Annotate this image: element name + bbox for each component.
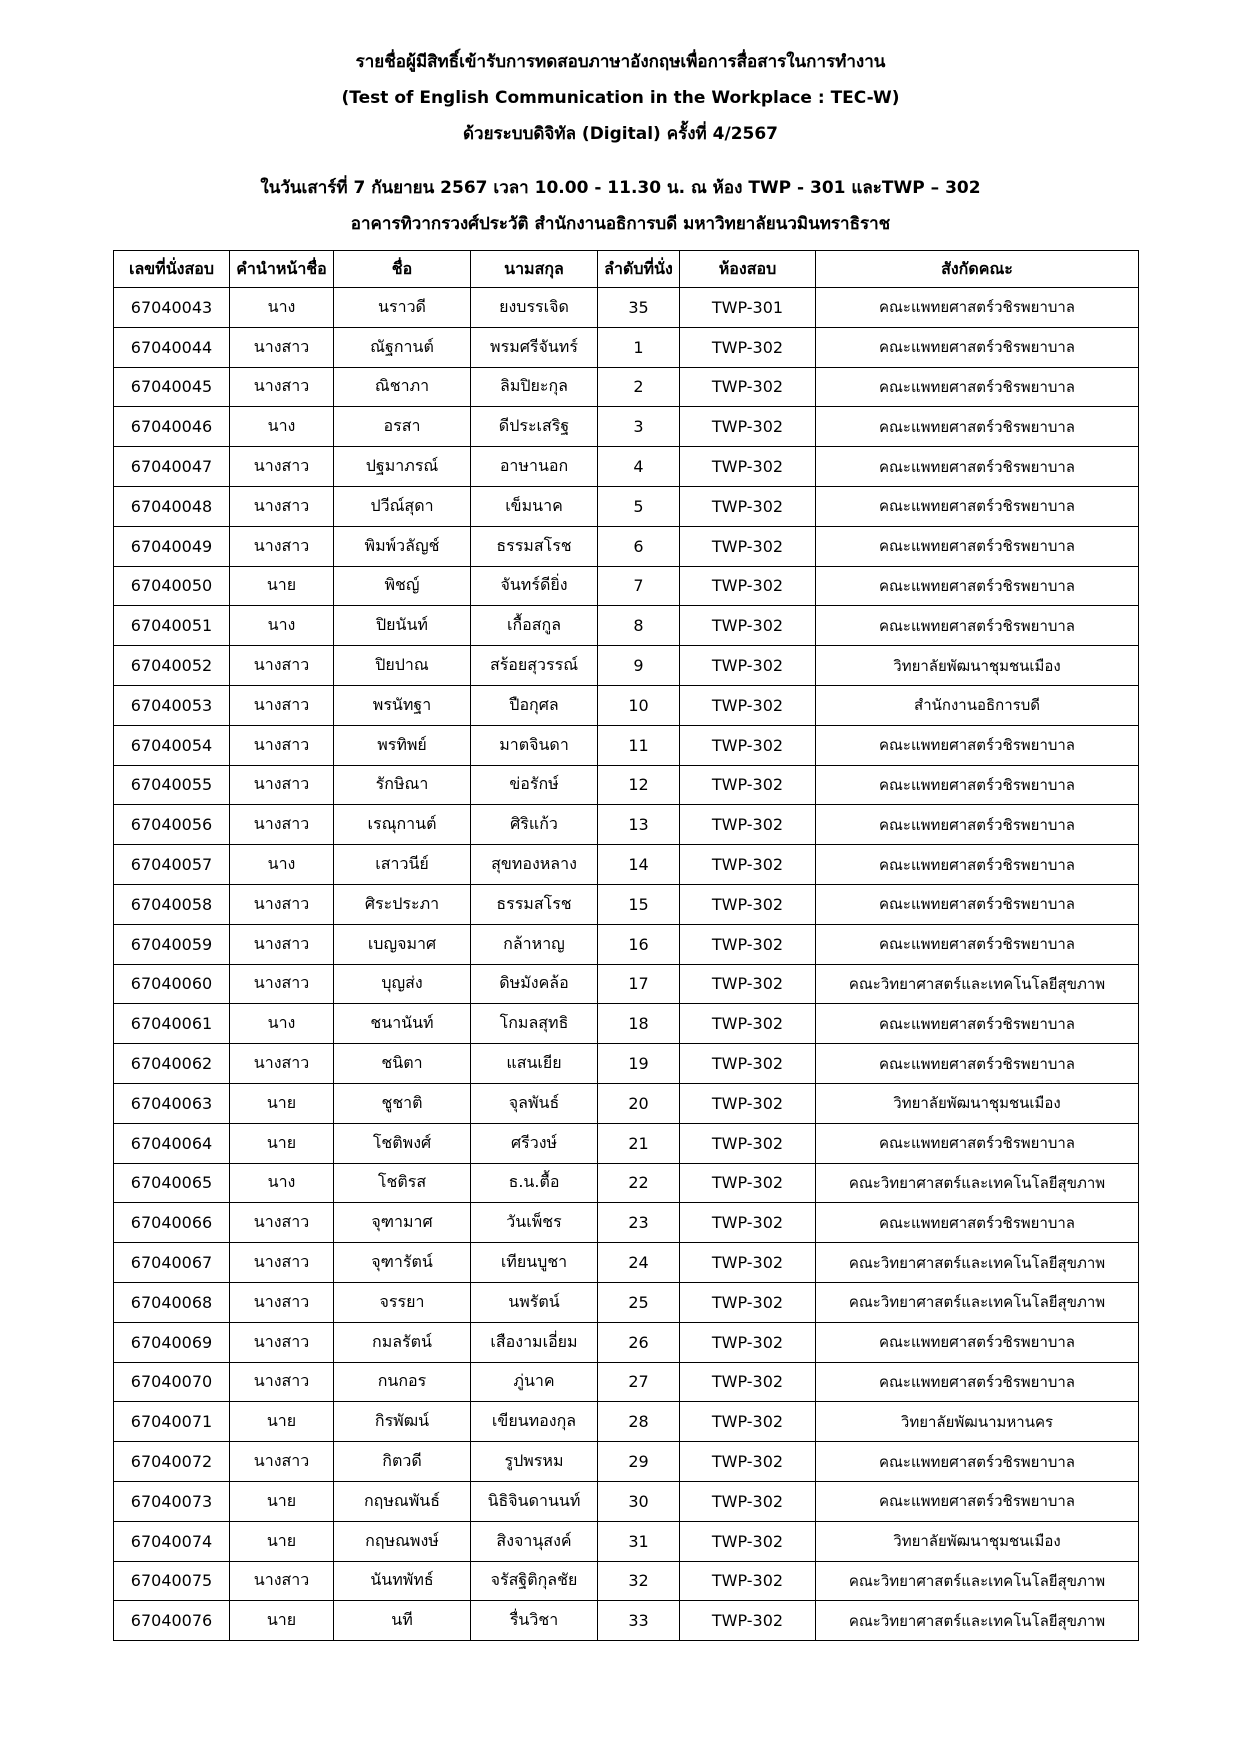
cell-last-name: นพรัตน์ [471,1282,598,1322]
table-row [114,1044,1139,1084]
cell-faculty: คณะวิทยาศาสตร์และเทคโนโลยีสุขภาพ [816,1561,1139,1601]
cell-first-name: บุญส่ง [334,964,471,1004]
cell-last-name: ดิษมังคล้อ [471,964,598,1004]
cell-faculty: วิทยาลัยพัฒนาชุมชนเมือง [816,646,1139,686]
table-row [114,447,1139,487]
cell-last-name: เข็มนาค [471,486,598,526]
document-round: ด้วยระบบดิจิทัล (Digital) ครั้งที่ 4/2567 [462,124,779,144]
cell-first-name: ชูชาติ [334,1083,471,1123]
cell-last-name: ข่อรักษ์ [471,765,598,805]
cell-exam-room: TWP-302 [680,1362,816,1402]
cell-faculty: คณะแพทยศาสตร์วชิรพยาบาล [816,805,1139,845]
cell-exam-room: TWP-302 [680,884,816,924]
exam-building: อาคารทิวากรวงศ์ประวัติ สำนักงานอธิการบดี มหาวิทยาลัยนวมินทราธิราช [350,214,891,234]
cell-first-name: จุฑามาศ [334,1203,471,1243]
cell-title: นางสาว [230,725,334,765]
cell-faculty: คณะแพทยศาสตร์วชิรพยาบาล [816,1004,1139,1044]
table-row [114,1402,1139,1442]
table-row [114,884,1139,924]
column-header-exam-room: ห้องสอบ [680,251,816,288]
cell-faculty: คณะแพทยศาสตร์วชิรพยาบาล [816,1442,1139,1482]
cell-title: นางสาว [230,327,334,367]
cell-title: นางสาว [230,964,334,1004]
cell-exam-room: TWP-301 [680,288,816,328]
cell-title: นางสาว [230,526,334,566]
cell-seat-order: 29 [598,1442,680,1482]
table-header-row [114,251,1139,288]
cell-seat-order: 10 [598,685,680,725]
column-header-title: คำนำหน้าชื่อ [230,251,334,288]
cell-exam-room: TWP-302 [680,1601,816,1641]
table-row [114,288,1139,328]
table-row [114,685,1139,725]
cell-last-name: กล้าหาญ [471,924,598,964]
column-header-faculty: สังกัดคณะ [816,251,1139,288]
cell-title: นางสาว [230,447,334,487]
cell-seat-order: 5 [598,486,680,526]
cell-seat-number: 67040068 [114,1282,230,1322]
cell-first-name: ชนิตา [334,1044,471,1084]
cell-seat-order: 12 [598,765,680,805]
table-row [114,1521,1139,1561]
cell-title: นางสาว [230,1044,334,1084]
cell-faculty: คณะแพทยศาสตร์วชิรพยาบาล [816,725,1139,765]
cell-first-name: กมลรัตน์ [334,1322,471,1362]
cell-faculty: คณะแพทยศาสตร์วชิรพยาบาล [816,924,1139,964]
cell-seat-number: 67040062 [114,1044,230,1084]
cell-title: นางสาว [230,1561,334,1601]
cell-title: นาง [230,1163,334,1203]
cell-first-name: นราวดี [334,288,471,328]
table-row [114,725,1139,765]
cell-exam-room: TWP-302 [680,1243,816,1283]
cell-faculty: คณะแพทยศาสตร์วชิรพยาบาล [816,1044,1139,1084]
cell-last-name: ธ.น.ตื้อ [471,1163,598,1203]
cell-first-name: นันทพัทธ์ [334,1561,471,1601]
cell-exam-room: TWP-302 [680,407,816,447]
cell-seat-order: 21 [598,1123,680,1163]
cell-seat-number: 67040069 [114,1322,230,1362]
cell-exam-room: TWP-302 [680,566,816,606]
cell-exam-room: TWP-302 [680,646,816,686]
cell-faculty: คณะแพทยศาสตร์วชิรพยาบาล [816,447,1139,487]
cell-exam-room: TWP-302 [680,1561,816,1601]
cell-faculty: คณะแพทยศาสตร์วชิรพยาบาล [816,486,1139,526]
cell-faculty: คณะวิทยาศาสตร์และเทคโนโลยีสุขภาพ [816,1163,1139,1203]
cell-seat-order: 35 [598,288,680,328]
cell-seat-order: 1 [598,327,680,367]
cell-faculty: คณะแพทยศาสตร์วชิรพยาบาล [816,1123,1139,1163]
cell-first-name: ณิชาภา [334,367,471,407]
cell-seat-number: 67040049 [114,526,230,566]
cell-seat-order: 30 [598,1481,680,1521]
table-row [114,1004,1139,1044]
cell-first-name: นที [334,1601,471,1641]
cell-last-name: ดีประเสริฐ [471,407,598,447]
cell-seat-number: 67040073 [114,1481,230,1521]
cell-title: นางสาว [230,1203,334,1243]
cell-seat-order: 4 [598,447,680,487]
cell-faculty: คณะแพทยศาสตร์วชิรพยาบาล [816,1322,1139,1362]
cell-seat-number: 67040065 [114,1163,230,1203]
examinee-table [113,250,1139,1641]
cell-first-name: กฤษณพงษ์ [334,1521,471,1561]
cell-seat-number: 67040058 [114,884,230,924]
cell-last-name: จรัสฐิติกุลชัย [471,1561,598,1601]
table-row [114,606,1139,646]
cell-title: นางสาว [230,1362,334,1402]
cell-exam-room: TWP-302 [680,486,816,526]
table-row [114,1601,1139,1641]
cell-exam-room: TWP-302 [680,964,816,1004]
cell-first-name: ปิยปาณ [334,646,471,686]
cell-exam-room: TWP-302 [680,1083,816,1123]
cell-last-name: เขียนทองกุล [471,1402,598,1442]
cell-first-name: รักษิณา [334,765,471,805]
cell-seat-order: 27 [598,1362,680,1402]
cell-last-name: สุขทองหลาง [471,845,598,885]
cell-first-name: กิรพัฒน์ [334,1402,471,1442]
cell-exam-room: TWP-302 [680,1442,816,1482]
cell-faculty: คณะวิทยาศาสตร์และเทคโนโลยีสุขภาพ [816,1601,1139,1641]
table-row [114,486,1139,526]
cell-last-name: วันเพ็ชร [471,1203,598,1243]
cell-seat-order: 19 [598,1044,680,1084]
cell-faculty: คณะแพทยศาสตร์วชิรพยาบาล [816,765,1139,805]
cell-first-name: เสาวนีย์ [334,845,471,885]
cell-exam-room: TWP-302 [680,1123,816,1163]
cell-title: นางสาว [230,646,334,686]
cell-seat-number: 67040057 [114,845,230,885]
cell-last-name: สร้อยสุวรรณ์ [471,646,598,686]
table-row [114,1481,1139,1521]
table-row [114,1203,1139,1243]
cell-last-name: รูปพรหม [471,1442,598,1482]
cell-seat-number: 67040055 [114,765,230,805]
document-subtitle: (Test of English Communication in the Workplace : TEC-W) [341,88,900,108]
cell-last-name: มาตจินดา [471,725,598,765]
cell-seat-number: 67040066 [114,1203,230,1243]
cell-first-name: ปิยนันท์ [334,606,471,646]
cell-exam-room: TWP-302 [680,805,816,845]
cell-faculty: คณะแพทยศาสตร์วชิรพยาบาล [816,288,1139,328]
cell-last-name: ศรีวงษ์ [471,1123,598,1163]
cell-seat-number: 67040052 [114,646,230,686]
cell-faculty: คณะวิทยาศาสตร์และเทคโนโลยีสุขภาพ [816,1282,1139,1322]
cell-seat-number: 67040060 [114,964,230,1004]
cell-first-name: เบญจมาศ [334,924,471,964]
table-row [114,964,1139,1004]
cell-seat-order: 22 [598,1163,680,1203]
cell-seat-number: 67040053 [114,685,230,725]
cell-last-name: อาษานอก [471,447,598,487]
cell-seat-number: 67040054 [114,725,230,765]
cell-first-name: จรรยา [334,1282,471,1322]
cell-seat-order: 17 [598,964,680,1004]
cell-first-name: พรทิพย์ [334,725,471,765]
cell-first-name: อรสา [334,407,471,447]
cell-first-name: ปวีณ์สุดา [334,486,471,526]
cell-exam-room: TWP-302 [680,1402,816,1442]
cell-seat-order: 31 [598,1521,680,1561]
cell-exam-room: TWP-302 [680,1521,816,1561]
cell-seat-number: 67040051 [114,606,230,646]
cell-last-name: รื่นวิชา [471,1601,598,1641]
column-header-first-name: ชื่อ [334,251,471,288]
table-row [114,765,1139,805]
table-row [114,646,1139,686]
column-header-seat-order: ลำดับที่นั่ง [598,251,680,288]
cell-faculty: คณะแพทยศาสตร์วชิรพยาบาล [816,526,1139,566]
cell-faculty: วิทยาลัยพัฒนามหานคร [816,1402,1139,1442]
cell-faculty: วิทยาลัยพัฒนาชุมชนเมือง [816,1521,1139,1561]
cell-title: นางสาว [230,1442,334,1482]
cell-exam-room: TWP-302 [680,725,816,765]
cell-faculty: คณะแพทยศาสตร์วชิรพยาบาล [816,606,1139,646]
cell-first-name: กิตวดี [334,1442,471,1482]
cell-title: นาง [230,845,334,885]
cell-first-name: โชติรส [334,1163,471,1203]
cell-seat-number: 67040044 [114,327,230,367]
cell-seat-number: 67040063 [114,1083,230,1123]
cell-exam-room: TWP-302 [680,606,816,646]
cell-last-name: พรมศรีจันทร์ [471,327,598,367]
cell-title: นางสาว [230,486,334,526]
cell-title: นาง [230,407,334,447]
cell-seat-number: 67040061 [114,1004,230,1044]
cell-title: นางสาว [230,805,334,845]
table-row [114,1123,1139,1163]
cell-last-name: ปือกุศล [471,685,598,725]
cell-faculty: คณะแพทยศาสตร์วชิรพยาบาล [816,407,1139,447]
cell-seat-number: 67040067 [114,1243,230,1283]
cell-last-name: โกมลสุทธิ [471,1004,598,1044]
cell-first-name: ปฐมาภรณ์ [334,447,471,487]
cell-title: นาย [230,1521,334,1561]
cell-seat-order: 9 [598,646,680,686]
table-row [114,845,1139,885]
cell-last-name: ธรรมสโรช [471,884,598,924]
cell-seat-order: 3 [598,407,680,447]
cell-title: นาย [230,1601,334,1641]
cell-seat-number: 67040074 [114,1521,230,1561]
cell-exam-room: TWP-302 [680,1481,816,1521]
table-row [114,1163,1139,1203]
cell-seat-number: 67040043 [114,288,230,328]
cell-seat-order: 24 [598,1243,680,1283]
cell-last-name: ธรรมสโรช [471,526,598,566]
table-row [114,924,1139,964]
cell-first-name: พิชญ์ [334,566,471,606]
cell-first-name: จุฑารัตน์ [334,1243,471,1283]
table-row [114,526,1139,566]
cell-faculty: คณะแพทยศาสตร์วชิรพยาบาล [816,327,1139,367]
cell-first-name: พรนัทฐา [334,685,471,725]
cell-first-name: กนกอร [334,1362,471,1402]
cell-seat-number: 67040045 [114,367,230,407]
cell-title: นาง [230,606,334,646]
cell-seat-number: 67040064 [114,1123,230,1163]
cell-exam-room: TWP-302 [680,367,816,407]
cell-seat-order: 14 [598,845,680,885]
cell-faculty: คณะวิทยาศาสตร์และเทคโนโลยีสุขภาพ [816,964,1139,1004]
cell-exam-room: TWP-302 [680,685,816,725]
cell-last-name: ยงบรรเจิด [471,288,598,328]
cell-seat-number: 67040071 [114,1402,230,1442]
cell-seat-order: 33 [598,1601,680,1641]
cell-first-name: โชติพงศ์ [334,1123,471,1163]
table-row [114,367,1139,407]
cell-title: นางสาว [230,924,334,964]
cell-seat-order: 13 [598,805,680,845]
cell-exam-room: TWP-302 [680,1163,816,1203]
cell-seat-number: 67040047 [114,447,230,487]
cell-title: นาย [230,1481,334,1521]
cell-exam-room: TWP-302 [680,845,816,885]
cell-exam-room: TWP-302 [680,526,816,566]
cell-seat-order: 15 [598,884,680,924]
cell-last-name: ภู่นาค [471,1362,598,1402]
cell-title: นางสาว [230,884,334,924]
cell-faculty: สำนักงานอธิการบดี [816,685,1139,725]
cell-title: นางสาว [230,1322,334,1362]
cell-exam-room: TWP-302 [680,1322,816,1362]
table-row [114,1561,1139,1601]
cell-faculty: คณะแพทยศาสตร์วชิรพยาบาล [816,1203,1139,1243]
cell-seat-order: 8 [598,606,680,646]
table-row [114,407,1139,447]
cell-exam-room: TWP-302 [680,1004,816,1044]
cell-seat-number: 67040046 [114,407,230,447]
cell-seat-order: 32 [598,1561,680,1601]
cell-exam-room: TWP-302 [680,447,816,487]
table-row [114,1322,1139,1362]
cell-faculty: คณะแพทยศาสตร์วชิรพยาบาล [816,566,1139,606]
cell-title: นางสาว [230,765,334,805]
cell-seat-order: 16 [598,924,680,964]
table-row [114,1442,1139,1482]
table-row [114,1282,1139,1322]
cell-seat-order: 6 [598,526,680,566]
cell-seat-number: 67040070 [114,1362,230,1402]
cell-title: นาย [230,1402,334,1442]
cell-exam-room: TWP-302 [680,924,816,964]
document-title: รายชื่อผู้มีสิทธิ์เข้ารับการทดสอบภาษาอังกฤษเพื่อการสื่อสารในการทำงาน [355,52,886,72]
table-row [114,1362,1139,1402]
cell-last-name: ศิริแก้ว [471,805,598,845]
cell-seat-order: 18 [598,1004,680,1044]
column-header-last-name: นามสกุล [471,251,598,288]
cell-seat-number: 67040056 [114,805,230,845]
cell-seat-order: 26 [598,1322,680,1362]
cell-faculty: คณะแพทยศาสตร์วชิรพยาบาล [816,1362,1139,1402]
column-header-seat-number: เลขที่นั่งสอบ [114,251,230,288]
cell-title: นางสาว [230,1243,334,1283]
cell-seat-order: 25 [598,1282,680,1322]
cell-last-name: จันทร์ดียิ่ง [471,566,598,606]
table-row [114,327,1139,367]
cell-seat-order: 23 [598,1203,680,1243]
cell-seat-number: 67040075 [114,1561,230,1601]
cell-faculty: คณะแพทยศาสตร์วชิรพยาบาล [816,367,1139,407]
cell-exam-room: TWP-302 [680,1282,816,1322]
cell-title: นาง [230,1004,334,1044]
cell-title: นาย [230,1083,334,1123]
cell-exam-room: TWP-302 [680,765,816,805]
table-row [114,805,1139,845]
cell-exam-room: TWP-302 [680,327,816,367]
cell-faculty: คณะวิทยาศาสตร์และเทคโนโลยีสุขภาพ [816,1243,1139,1283]
cell-seat-order: 11 [598,725,680,765]
cell-seat-number: 67040072 [114,1442,230,1482]
exam-date-location: ในวันเสาร์ที่ 7 กันยายน 2567 เวลา 10.00 - 11.30 น. ณ ห้อง TWP - 301 และTWP – 302 [260,178,981,198]
cell-title: นาง [230,288,334,328]
cell-first-name: เรณุกานต์ [334,805,471,845]
cell-last-name: สิงจานุสงค์ [471,1521,598,1561]
cell-exam-room: TWP-302 [680,1044,816,1084]
cell-seat-order: 7 [598,566,680,606]
cell-faculty: คณะแพทยศาสตร์วชิรพยาบาล [816,845,1139,885]
cell-faculty: คณะแพทยศาสตร์วชิรพยาบาล [816,1481,1139,1521]
cell-seat-number: 67040050 [114,566,230,606]
table-row [114,566,1139,606]
cell-seat-order: 28 [598,1402,680,1442]
cell-title: นาย [230,1123,334,1163]
cell-title: นางสาว [230,367,334,407]
cell-first-name: กฤษณพันธ์ [334,1481,471,1521]
table-row [114,1243,1139,1283]
cell-seat-order: 2 [598,367,680,407]
cell-last-name: ลิมปิยะกุล [471,367,598,407]
cell-first-name: ชนานันท์ [334,1004,471,1044]
cell-exam-room: TWP-302 [680,1203,816,1243]
cell-title: นางสาว [230,685,334,725]
cell-seat-number: 67040048 [114,486,230,526]
cell-seat-order: 20 [598,1083,680,1123]
cell-first-name: ศิระประภา [334,884,471,924]
cell-last-name: เกื้อสกูล [471,606,598,646]
cell-seat-number: 67040059 [114,924,230,964]
cell-title: นาย [230,566,334,606]
cell-last-name: จุลพันธ์ [471,1083,598,1123]
cell-first-name: ณัฐกานต์ [334,327,471,367]
cell-last-name: เทียนบูชา [471,1243,598,1283]
cell-faculty: คณะแพทยศาสตร์วชิรพยาบาล [816,884,1139,924]
cell-last-name: แสนเยีย [471,1044,598,1084]
cell-last-name: นิธิจินดานนท์ [471,1481,598,1521]
cell-seat-number: 67040076 [114,1601,230,1641]
cell-title: นางสาว [230,1282,334,1322]
cell-last-name: เสืองามเอี่ยม [471,1322,598,1362]
cell-faculty: วิทยาลัยพัฒนาชุมชนเมือง [816,1083,1139,1123]
table-row [114,1083,1139,1123]
table-body [114,288,1139,1641]
cell-first-name: พิมพ์วลัญช์ [334,526,471,566]
